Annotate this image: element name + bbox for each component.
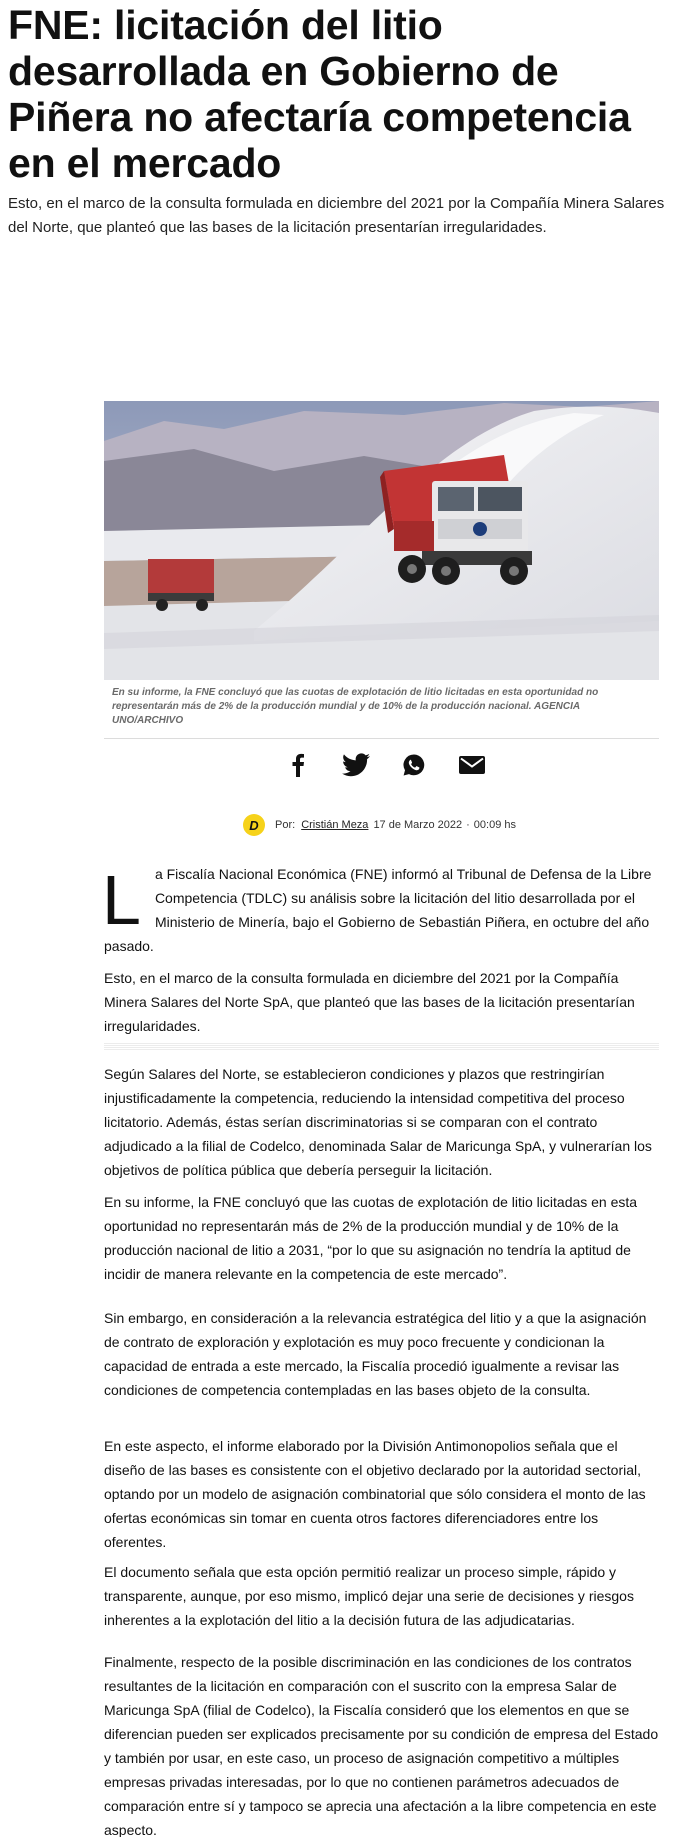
whatsapp-icon bbox=[402, 753, 426, 777]
share-email-button[interactable] bbox=[457, 750, 487, 780]
facebook-icon bbox=[291, 753, 305, 777]
paragraph: El documento señala que esta opción permitió realizar un proceso simple, rápido y transparente, aunque, por eso mismo, implicó dejar una serie de decisiones y riesgos inherentes a la explotación del litio a la decisión futura de las adjudicatarias. bbox=[104, 1564, 634, 1628]
publish-time: 00:09 hs bbox=[473, 819, 516, 831]
share-twitter-button[interactable] bbox=[341, 750, 371, 780]
twitter-icon bbox=[342, 753, 370, 777]
image-caption: En su informe, la FNE concluyó que las cuotas de explotación de litio licitadas en esta oportunidad no representarán más de 2% de la producción mundial y de 10% de la producción nacional. AGENCIA UNO/ARCHIVO bbox=[112, 687, 599, 726]
article-title: FNE: licitación del litio desarrollada en Gobierno de Piñera no afectaría competencia en el mercado bbox=[8, 2, 631, 186]
paragraph: Sin embargo, en consideración a la relevancia estratégica del litio y a que la asignación de contrato de exploración y explotación es muy poco frecuente y condicionan la capacidad de entrada a este mercado, la Fiscalía procedió igualmente a revisar las condiciones de competencia contempladas en las bases objeto de la consulta. bbox=[104, 1310, 647, 1398]
publish-date: 17 de Marzo 2022 bbox=[373, 819, 463, 831]
paragraph: Esto, en el marco de la consulta formulada en diciembre del 2021 por la Compañía Minera Salares del Norte SpA, que planteó que las bases de la licitación presentarían irregularidades. bbox=[104, 970, 635, 1034]
paragraph: Finalmente, respecto de la posible discriminación en las condiciones de los contratos resultantes de la licitación en comparación con el suscrito con la empresa Salar de Maricunga SpA (filial de Codelco), la Fiscalía consideró que los elementos en que se diferencian pueden ser explicados precisamente por su condición de empresa del Estado y también por usar, en este caso, un proceso de asignación competitivo a múltiples empresas privadas interesadas, por lo que no contienen parámetros adecuados de comparación entre sí y tampoco se aprecia una afectación a la libre competencia en este aspecto. bbox=[104, 1654, 659, 1837]
article-lead: Esto, en el marco de la consulta formulada en diciembre del 2021 por la Compañía Minera Salares del Norte, que planteó que las bases de la licitación presentarían irregularidades. bbox=[8, 195, 665, 236]
article-image bbox=[104, 401, 659, 680]
caption-divider bbox=[104, 738, 659, 739]
share-whatsapp-button[interactable] bbox=[399, 750, 429, 780]
paragraph: En este aspecto, el informe elaborado por la División Antimonopolios señala que el diseño de las bases es consistente con el objetivo declarado por la autoridad sectorial, optando por un modelo de asignación combinatorial que sólo considera el monto de las ofertas económicas sin tomar en cuenta otros factores diferenciadores entre los oferentes. bbox=[104, 1438, 646, 1550]
ad-placeholder-divider bbox=[104, 1042, 659, 1050]
paragraph: En su informe, la FNE concluyó que las cuotas de explotación de litio licitadas en esta oportunidad no representarán más de 2% de la producción mundial y de 10% de la producción nacional de litio a 2031, “por lo que su asignación no tendría la aptitud de incidir de manera relevante en la competencia de este mercado”. bbox=[104, 1194, 638, 1282]
paragraph: Según Salares del Norte, se establecieron condiciones y plazos que restringirían injustificadamente la competencia, reduciendo la intensidad competitiva del proceso licitatorio. Además, éstas serían discriminatorias si se comparan con el contrato adjudicado a la filial de Codelco, denominada Salar de Maricunga SpA, y vulnerarían los objetivos de política pública que debería perseguir la licitación. bbox=[104, 1066, 652, 1178]
email-icon bbox=[459, 755, 485, 775]
paragraph-text: a Fiscalía Nacional Económica (FNE) informó al Tribunal de Defensa de la Libre Competencia (TDLC) su análisis sobre la licitación del litio desarrollada por el Ministerio de Minería, bajo el Gobierno de Sebastián Piñera, en octubre del año pasado. bbox=[104, 866, 652, 954]
byline-separator: · bbox=[466, 819, 470, 831]
author-avatar: D bbox=[243, 814, 265, 836]
share-facebook-button[interactable] bbox=[283, 750, 313, 780]
byline-prefix: Por: bbox=[275, 819, 296, 831]
author-link[interactable]: Cristián Meza bbox=[301, 819, 369, 831]
paragraph bbox=[104, 862, 662, 958]
byline bbox=[243, 813, 516, 837]
share-bar bbox=[283, 750, 487, 780]
drop-cap: L bbox=[102, 861, 141, 939]
